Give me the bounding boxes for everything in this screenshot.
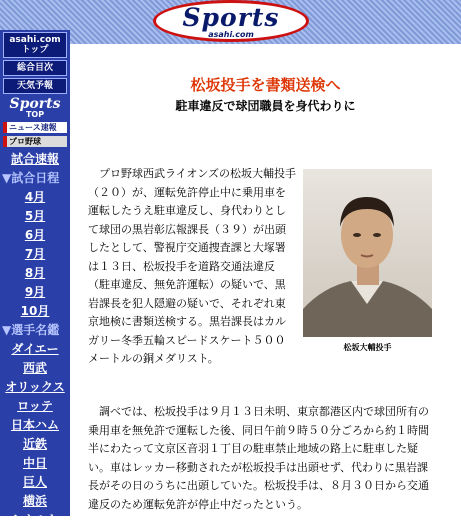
sidebar-item-link[interactable]: オリックス [5, 380, 65, 394]
sidebar-item-link[interactable]: 5月 [24, 209, 46, 223]
sports-top-logo[interactable] [3, 97, 67, 119]
logo-subtext: asahi.com [208, 30, 254, 39]
sidebar-item-link[interactable]: 横浜 [22, 494, 47, 508]
sidebar-section-heading: ▼選手名鑑 [2, 323, 60, 337]
news-flash-label[interactable]: ニュース速報 [3, 122, 67, 133]
sidebar [0, 30, 70, 527]
weather-button[interactable]: 天気予報 [3, 78, 67, 94]
sidebar-item-link[interactable]: 9月 [24, 285, 46, 299]
sidebar-item-link[interactable]: 7月 [24, 247, 46, 261]
sports-logo[interactable] [153, 0, 309, 42]
sidebar-item-link[interactable]: 6月 [24, 228, 46, 242]
sidebar-item-link[interactable]: 巨人 [22, 475, 47, 489]
sidebar-item-link[interactable]: ヤクルト [11, 513, 59, 527]
sidebar-item-link[interactable]: 日本ハム [10, 418, 59, 432]
sidebar-item-link[interactable]: ロッテ [17, 399, 53, 413]
general-index-button[interactable]: 総合目次 [3, 60, 67, 76]
sidebar-nav [0, 150, 70, 530]
pro-baseball-label: プロ野球 [3, 136, 67, 147]
article-paragraph-1: プロ野球西武ライオンズの松坂大輔投手（２０）が、運転免許停止中に乗用車を運転したうえ駐車違反し、身代わりとして球団の黒岩彰広報課長（３９）が出頭したとして、警視庁交通捜査課と大塚署は１３日、松坂投手を道路交通法違反（駐車違反、無免許運転）の疑いで、黒岩課長を犯人隠避の疑いで、それぞれ東京地検に書類送検する。黒岩課長はカルガリー冬季五輪スピードスケート５００メートルの銅メダリスト。 [88, 167, 297, 365]
article-paragraph-2: 調べでは、松坂投手は９月１３日未明、東京都港区内で球団所有の乗用車を無免許で運転した後、同日午前９時５０分ごろから約１時間半にわたって文京区音羽１丁目の駐車禁止地域の路上に駐車した疑い。車はレッカー移動されたが松坂投手は出頭せず、代わりに黒岩課長がその日のうちに出頭していた。松坂投手は、８月３０日から交通違反のため運転免許が停止中だったという。 [88, 405, 429, 511]
article-subtitle: 駐車違反で球団職員を身代わりに [175, 99, 356, 113]
asahi-top-button[interactable]: asahi.com トップ [3, 32, 67, 58]
sidebar-item-link[interactable]: ダイエー [11, 342, 59, 356]
sidebar-item-link[interactable]: 中日 [22, 456, 47, 470]
sidebar-item-link[interactable]: 10月 [20, 304, 50, 318]
logo-text: Sports [182, 3, 280, 32]
sidebar-item-link[interactable]: 近鉄 [22, 437, 47, 451]
sidebar-item-link[interactable]: 西武 [22, 361, 47, 375]
sidebar-item-link[interactable]: 8月 [24, 266, 46, 280]
article-title: 松坂投手を書類送検へ [190, 76, 341, 94]
photo-caption: 松坂大輔投手 [343, 343, 392, 352]
player-portrait-image [303, 169, 432, 337]
sidebar-section-heading: ▼試合日程 [2, 171, 60, 185]
sports-top-logo-text: Sports [9, 96, 61, 112]
sidebar-item-link[interactable]: 試合速報 [10, 152, 59, 166]
player-photo [303, 169, 432, 337]
sports-top-logo-sub: TOP [25, 110, 45, 119]
sidebar-item-link[interactable]: 4月 [24, 190, 46, 204]
